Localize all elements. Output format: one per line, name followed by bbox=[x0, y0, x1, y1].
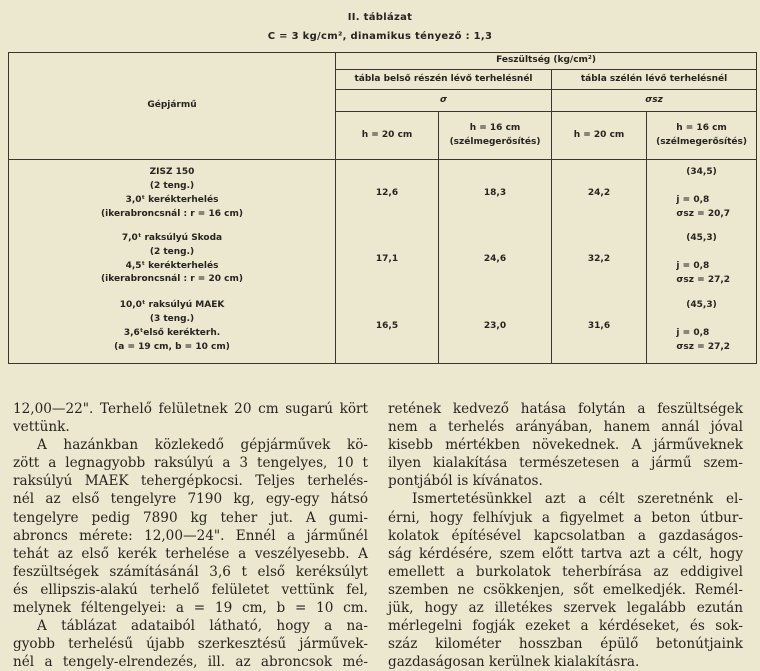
text-line: tehát az első kerék terhelése a veszélyesebb. A bbox=[13, 545, 368, 562]
table-row bbox=[9, 160, 757, 228]
table-subtitle: C = 3 kg/cm², dinamikus tényező : 1,3 bbox=[267, 31, 493, 42]
header-vehicle: Gépjármű bbox=[9, 53, 336, 160]
edge-h16-value: (45,3) j = 0,8 σsz = 27,2 bbox=[647, 292, 757, 364]
header-inner-h16: h = 16 cm (szélmegerősítés) bbox=[439, 112, 552, 160]
text-line: gyobb terhelésű újabb szerkesztésű járművek- bbox=[13, 636, 368, 653]
text-line: érni, hogy felhívjuk a figyelmet a beton útbur- bbox=[388, 509, 743, 526]
text-column-right bbox=[388, 400, 743, 671]
text-line: ság kérdésére, szem előtt tartva azt a célt, hogy bbox=[388, 545, 743, 562]
header-inner-h20: h = 20 cm bbox=[336, 112, 439, 160]
text-line: szemben ne csökkenjen, sőt emelkedjék. Remél- bbox=[388, 581, 743, 598]
inner-h20-value: 17,1 bbox=[336, 228, 439, 292]
text-column-left bbox=[13, 400, 368, 671]
text-line: kisebb mértékben növekednek. A járműveknek bbox=[388, 437, 743, 454]
header-edge-h16: h = 16 cm (szélmegerősítés) bbox=[647, 112, 757, 160]
edge-h20-value: 32,2 bbox=[552, 228, 647, 292]
header-sigma-sz: σsz bbox=[552, 90, 757, 112]
vehicle-cell: 7,0ᵗ raksúlyú Skoda (2 teng.) 4,5ᵗ kerékterhelés (ikerabroncsnál : r = 20 cm) bbox=[9, 228, 336, 292]
text-line: pontjából is kívánatos. bbox=[388, 473, 543, 490]
text-line: A táblázat adataiból látható, hogy a na- bbox=[37, 618, 368, 635]
text-line: nem a terhelés arányában, hanem annál jóval bbox=[388, 419, 743, 436]
text-line: jük, hogy az illetékes szervek legalább ezután bbox=[388, 600, 743, 617]
edge-h16-value: (34,5) j = 0,8 σsz = 20,7 bbox=[647, 160, 757, 228]
text-line: 12,00—22". Terhelő felületnek 20 cm sugarú kört bbox=[13, 401, 368, 417]
edge-h20-value: 31,6 bbox=[552, 292, 647, 364]
header-inner-load: tábla belső részén lévő terhelésnél bbox=[336, 70, 552, 90]
inner-h16-value: 23,0 bbox=[439, 292, 552, 364]
inner-h16-value: 18,3 bbox=[439, 160, 552, 228]
vehicle-cell: ZISZ 150 (2 teng.) 3,0ᵗ kerékterhelés (ikerabroncsnál : r = 16 cm) bbox=[9, 160, 336, 228]
text-line: raksúlyú MAEK tehergépkocsi. Teljes terhelés- bbox=[13, 473, 368, 490]
table-row bbox=[9, 292, 757, 364]
text-line: abroncs mérete: 12,00—24". Ennél a járműnél bbox=[13, 527, 368, 544]
inner-h16-value: 24,6 bbox=[439, 228, 552, 292]
text-line: A hazánkban közlekedő gépjárművek kö- bbox=[37, 437, 368, 454]
text-line: vettünk. bbox=[13, 419, 70, 436]
text-line: kolatok építésével kapcsolatban a gazdaságos- bbox=[388, 527, 743, 544]
text-line: emellett a burkolatok teherbírása az eddigivel bbox=[388, 563, 743, 580]
text-line: zött a legnagyobb raksúlyú a 3 tengelyes, 10 t bbox=[13, 455, 368, 472]
table-caption: II. táblázat bbox=[347, 12, 413, 23]
text-line: mérlegelni fogják ezeket a kérdéseket, és sok- bbox=[388, 618, 743, 635]
text-line: retének kedvező hatása folytán a feszültségek bbox=[388, 401, 743, 417]
edge-h16-value: (45,3) j = 0,8 σsz = 27,2 bbox=[647, 228, 757, 292]
inner-h20-value: 16,5 bbox=[336, 292, 439, 364]
text-line: nél a tengely-elrendezés, ill. az abroncsok mé- bbox=[13, 654, 368, 671]
table-row bbox=[9, 228, 757, 292]
header-stress: Feszültség (kg/cm²) bbox=[336, 53, 757, 70]
edge-h20-value: 24,2 bbox=[552, 160, 647, 228]
text-line: nél az első tengelyre 7190 kg, egy-egy hátsó bbox=[13, 491, 368, 508]
header-edge-h20: h = 20 cm bbox=[552, 112, 647, 160]
text-line: Ismertetésünkkel azt a célt szeretnénk el- bbox=[412, 491, 743, 508]
text-line: feszültségek számításánál 3,6 t első keréksúlyt bbox=[13, 563, 368, 580]
header-edge-load: tábla szélén lévő terhelésnél bbox=[552, 70, 757, 90]
text-line: melynek féltengelyei: a = 19 cm, b = 10 cm. bbox=[13, 600, 368, 617]
vehicle-cell: 10,0ᵗ raksúlyú MAEK (3 teng.) 3,6ᵗelső kerékterh. (a = 19 cm, b = 10 cm) bbox=[9, 292, 336, 364]
text-line: gazdaságosan kerülnek kialakításra. bbox=[388, 654, 640, 671]
header-sigma: σ bbox=[336, 90, 552, 112]
text-line: és ellipszis-alakú terhelő felületet vettünk fel, bbox=[13, 581, 368, 598]
inner-h20-value: 12,6 bbox=[336, 160, 439, 228]
text-line: tengelyre pedig 7890 kg teher jut. A gumi- bbox=[13, 509, 368, 526]
text-line: ilyen kialakítása természetesen a jármű szem- bbox=[388, 455, 743, 472]
stress-table bbox=[8, 52, 757, 364]
text-line: száz kilométer hosszban épülő betonútjaink bbox=[388, 636, 743, 653]
